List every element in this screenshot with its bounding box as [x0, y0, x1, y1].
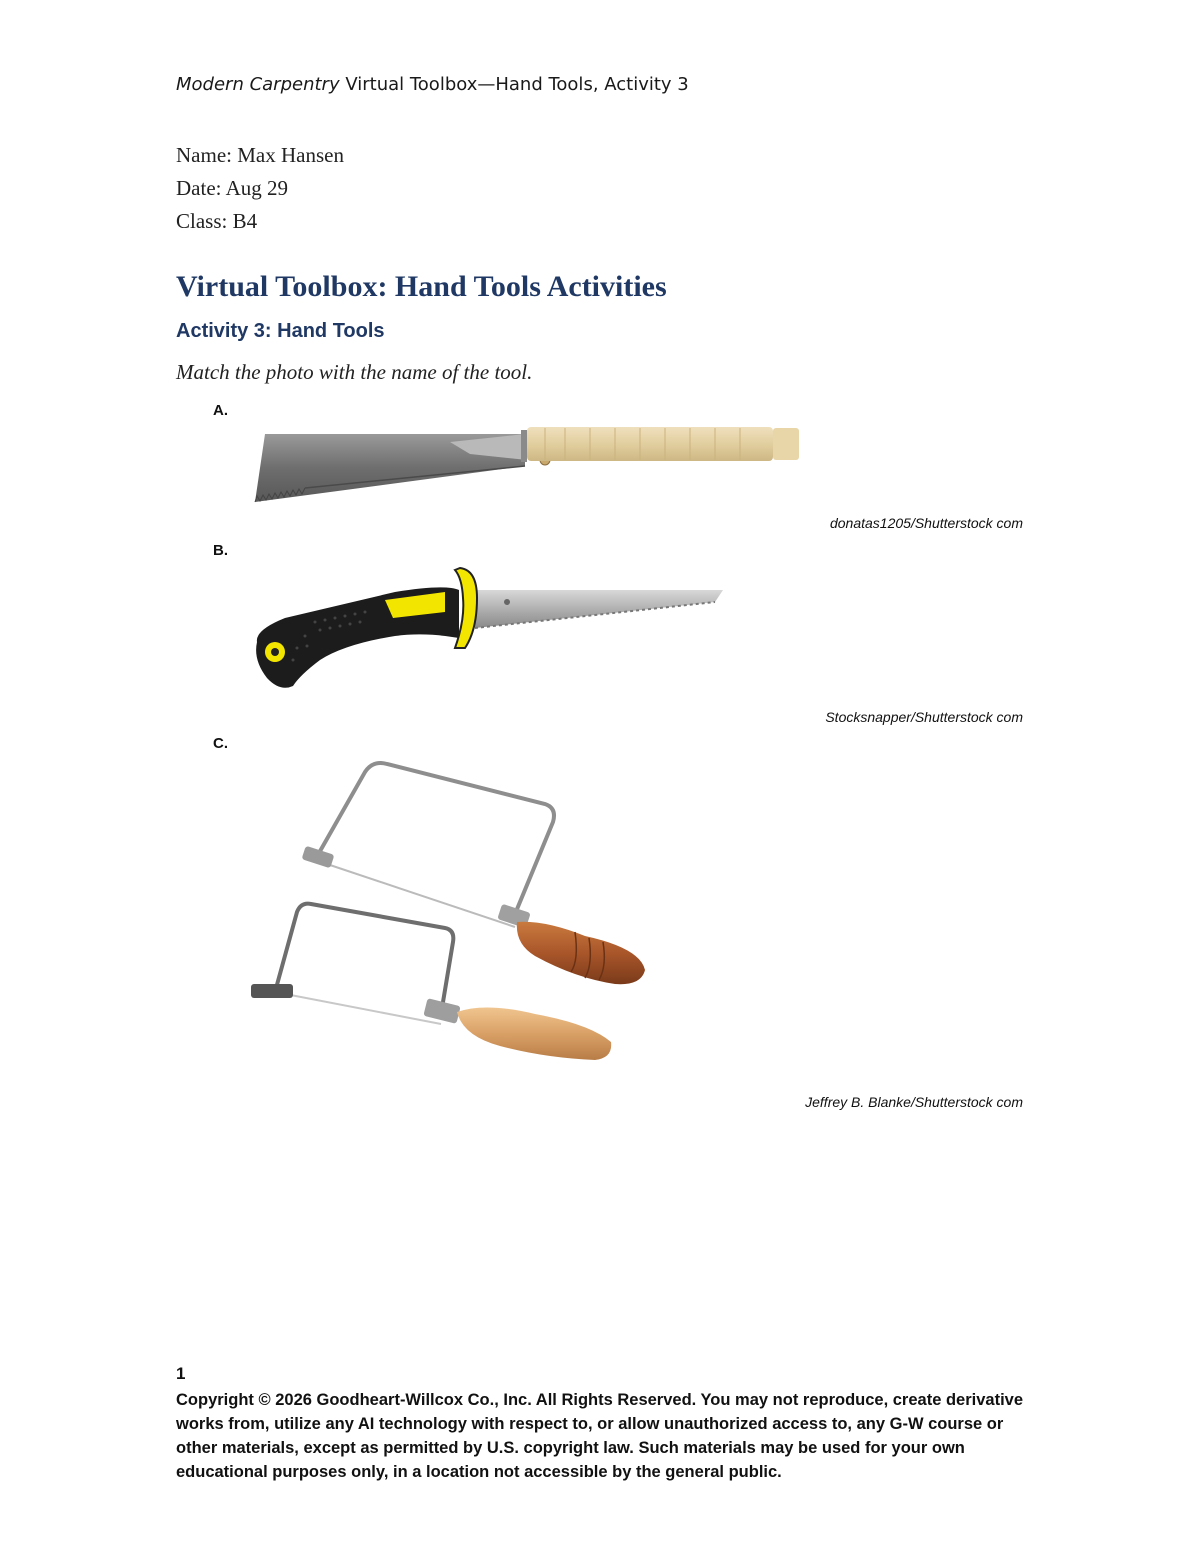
- activity-subtitle: Activity 3: Hand Tools: [176, 320, 385, 342]
- instruction-text: Match the photo with the name of the tool.: [176, 360, 533, 384]
- page-number: 1: [176, 1364, 186, 1383]
- student-date: Date: Aug 29: [176, 176, 288, 200]
- running-header: [176, 74, 689, 95]
- item-b-credit: Stocksnapper/Shutterstock com: [825, 709, 1023, 725]
- item-c-credit: Jeffrey B. Blanke/Shutterstock com: [805, 1094, 1023, 1110]
- student-class: Class: B4: [176, 209, 258, 233]
- student-name: Name: Max Hansen: [176, 143, 344, 167]
- item-b-letter: B.: [213, 542, 228, 559]
- header-book-title: Modern Carpentry: [176, 74, 340, 95]
- copyright-notice: Copyright © 2026 Goodheart-Willcox Co., Inc. All Rights Reserved. You may not reproduce, create derivative works from, utilize any AI technology with respect to, or allow unauthorized access to, any G-W course or other materials, except as permitted by U.S. copyright law. Such materials may be used for your own educational purposes only, in a location not accessible by the general public.: [176, 1391, 1024, 1481]
- page-title: Virtual Toolbox: Hand Tools Activities: [176, 270, 667, 303]
- item-a-letter: A.: [213, 402, 228, 419]
- item-a-credit: donatas1205/Shutterstock com: [829, 515, 1023, 531]
- japanese-pull-saw-image: [245, 420, 805, 510]
- item-c-letter: C.: [213, 735, 228, 752]
- jab-saw-image: [245, 560, 730, 695]
- header-rest: Virtual Toolbox—Hand Tools, Activity 3: [339, 74, 689, 95]
- coping-saws-image: [245, 752, 665, 1072]
